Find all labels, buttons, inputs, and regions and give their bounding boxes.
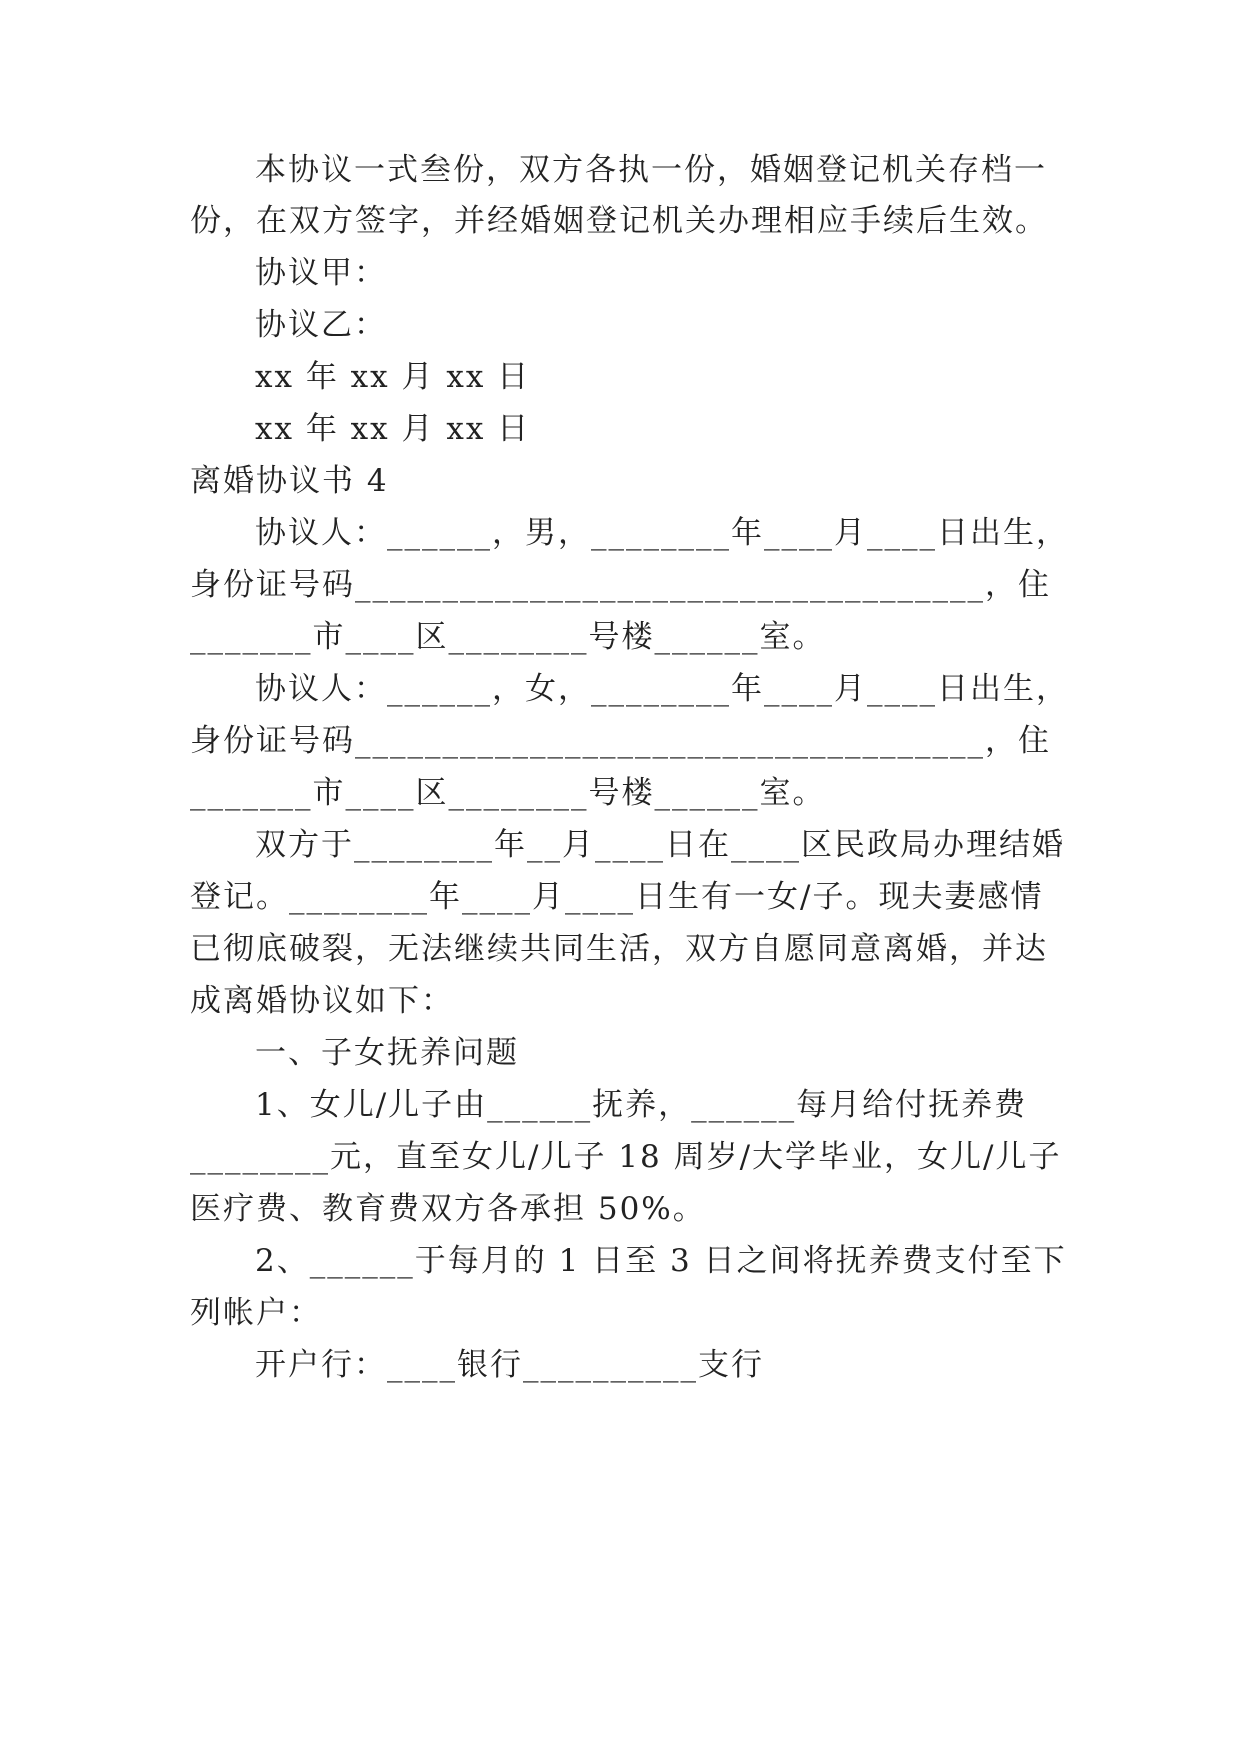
signature-party-b: 协议乙： bbox=[255, 307, 387, 343]
party-info-line: 身份证号码____________________________________，住 bbox=[190, 567, 1051, 603]
paragraph-line: 1、女儿/儿子由______抚养，______每月给付抚养费 bbox=[255, 1087, 1028, 1123]
paragraph-line: 份，在双方签字，并经婚姻登记机关办理相应手续后生效。 bbox=[190, 203, 1048, 239]
date-line: xx 年 xx 月 xx 日 bbox=[255, 411, 531, 447]
paragraph-line: 列帐户： bbox=[190, 1295, 322, 1331]
signature-party-a: 协议甲： bbox=[255, 255, 387, 291]
paragraph-line: 2、______于每月的 1 日至 3 日之间将抚养费支付至下 bbox=[255, 1243, 1067, 1279]
party-info-line: 协议人：______，女，________年____月____日出生， bbox=[255, 671, 1069, 707]
section-title: 离婚协议书 4 bbox=[190, 463, 389, 499]
bank-info-line: 开户行：____银行__________支行 bbox=[255, 1347, 764, 1383]
section-heading: 一、子女抚养问题 bbox=[255, 1035, 519, 1071]
paragraph-line: 已彻底破裂，无法继续共同生活，双方自愿同意离婚，并达 bbox=[190, 931, 1048, 967]
date-line: xx 年 xx 月 xx 日 bbox=[255, 359, 531, 395]
paragraph-line: 本协议一式叁份，双方各执一份，婚姻登记机关存档一 bbox=[255, 152, 1047, 188]
paragraph-line: 医疗费、教育费双方各承担 50%。 bbox=[190, 1191, 706, 1227]
party-info-line: 协议人：______，男，________年____月____日出生， bbox=[255, 515, 1069, 551]
paragraph-line: 成离婚协议如下： bbox=[190, 983, 454, 1019]
party-info-line: _______市____区________号楼______室。 bbox=[190, 775, 826, 811]
paragraph-line: ________元，直至女儿/儿子 18 周岁/大学毕业，女儿/儿子 bbox=[190, 1139, 1062, 1175]
party-info-line: _______市____区________号楼______室。 bbox=[190, 619, 826, 655]
paragraph-line: 双方于________年__月____日在____区民政局办理结婚 bbox=[255, 827, 1065, 863]
party-info-line: 身份证号码____________________________________，住 bbox=[190, 723, 1051, 759]
paragraph-line: 登记。________年____月____日生有一女/子。现夫妻感情 bbox=[190, 879, 1044, 915]
